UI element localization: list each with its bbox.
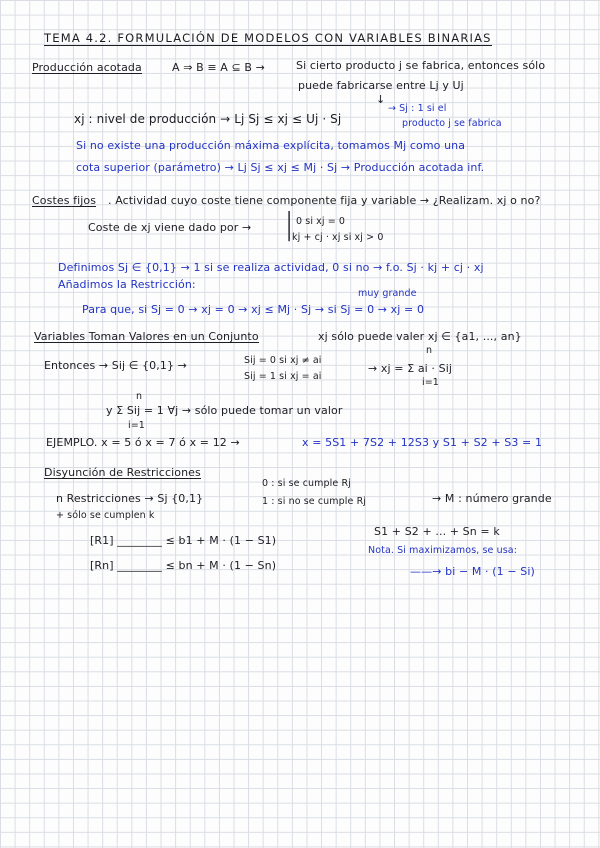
blue-annotation: muy grande <box>358 288 417 299</box>
blue-note: cota superior (parámetro) → Lj Sj ≤ xj ≤ Mj · Sj → Producción acotada inf. <box>76 161 485 174</box>
blue-note: x = 5S1 + 7S2 + 12S3 y S1 + S2 + S3 = 1 <box>302 436 543 449</box>
section-heading-produccion-acotada: Producción acotada <box>32 61 142 74</box>
section-heading-disyuncion: Disyunción de Restricciones <box>44 466 201 479</box>
restriction-line: [R1] ________ ≤ b1 + M · (1 − S1) <box>90 534 277 547</box>
case-brace: | <box>284 207 295 242</box>
text-line: Coste de xj viene dado por → <box>88 221 252 234</box>
implication-equivalence: A ⇒ B ≡ A ⊆ B → <box>172 61 265 74</box>
blue-note: ——→ bi − M · (1 − Si) <box>410 565 535 578</box>
formula-line: y Σ Sij = 1 ∀j → sólo puede tomar un valor <box>106 404 343 417</box>
blue-note: Para que, si Sj = 0 → xj = 0 → xj ≤ Mj · Sj → si Sj = 0 → xj = 0 <box>82 303 425 316</box>
blue-note: Añadimos la Restricción: <box>58 278 196 291</box>
text-line: → M : número grande <box>432 492 552 505</box>
text-line: + sólo se cumplen k <box>56 510 155 521</box>
sum-limit: n <box>426 345 433 356</box>
sum-limit: n <box>136 391 143 402</box>
section-heading-costes-fijos: Costes fijos <box>32 194 97 207</box>
text-line: . Actividad cuyo coste tiene componente fija y variable → ¿Realizam. xj o no? <box>108 194 541 207</box>
case-line: 0 si xj = 0 <box>296 216 346 227</box>
example-line: EJEMPLO. x = 5 ó x = 7 ó x = 12 → <box>46 436 240 449</box>
text-line: puede fabricarse entre Lj y Uj <box>298 79 464 92</box>
section-heading-variables-conjunto: Variables Toman Valores en un Conjunto <box>34 330 259 343</box>
sum-limit: i=1 <box>128 420 145 431</box>
option-line: 1 : si no se cumple Rj <box>262 496 367 507</box>
blue-note: Nota. Si maximizamos, se usa: <box>368 545 517 556</box>
formula-line: → xj = Σ ai · Sij <box>368 362 453 375</box>
case-line: kj + cj · xj si xj > 0 <box>292 232 384 243</box>
blue-note: → Sj : 1 si el <box>388 103 447 114</box>
case-line: Sij = 0 si xj ≠ ai <box>244 355 322 366</box>
page-title: TEMA 4.2. FORMULACIÓN DE MODELOS CON VARIABLES BINARIAS <box>44 31 492 45</box>
text-line: Entonces → Sij ∈ {0,1} → <box>44 359 187 372</box>
text-line: n Restricciones → Sj {0,1} <box>56 492 204 505</box>
blue-note: producto j se fabrica <box>402 118 502 129</box>
blue-note: Si no existe una producción máxima explícita, tomamos Mj como una <box>76 139 466 152</box>
text-line: Si cierto producto j se fabrica, entonces sólo <box>296 59 546 72</box>
formula-line: S1 + S2 + ... + Sn = k <box>374 525 500 538</box>
text-line: xj sólo puede valer xj ∈ {a1, ..., an} <box>318 330 522 343</box>
restriction-line: [Rn] ________ ≤ bn + M · (1 − Sn) <box>90 559 277 572</box>
case-line: Sij = 1 si xj = ai <box>244 371 322 382</box>
sum-limit: i=1 <box>422 377 439 388</box>
option-line: 0 : si se cumple Rj <box>262 478 351 489</box>
formula-line: xj : nivel de producción → Lj Sj ≤ xj ≤ Uj · Sj <box>74 112 342 126</box>
down-arrow: ↓ <box>376 93 386 106</box>
blue-note: Definimos Sj ∈ {0,1} → 1 si se realiza actividad, 0 si no → f.o. Sj · kj + cj · xj <box>58 261 484 274</box>
